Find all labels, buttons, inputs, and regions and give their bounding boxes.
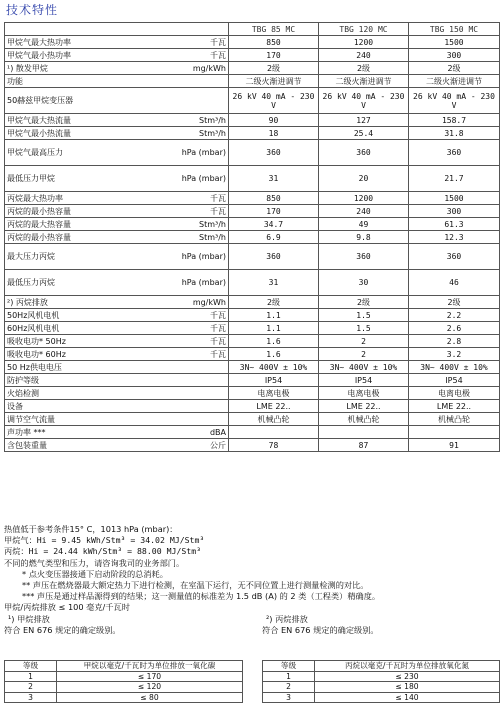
- row-label: 丙烷的最大热容量: [5, 218, 143, 231]
- table-row: [5, 439, 500, 452]
- table-row: [5, 75, 500, 88]
- row-value: IP54: [229, 374, 319, 387]
- propane-value: ≤ 140: [315, 692, 500, 703]
- model-header: TBG 120 MC: [319, 23, 409, 36]
- row-value: 170: [229, 205, 319, 218]
- row-value: 3N~ 400V ± 10%: [229, 361, 319, 374]
- row-value: 2级: [409, 62, 500, 75]
- row-unit: 千瓦: [143, 335, 229, 348]
- row-value: IP54: [319, 374, 409, 387]
- row-value: LME 22..: [409, 400, 500, 413]
- row-value: 1.5: [319, 322, 409, 335]
- row-value: 87: [319, 439, 409, 452]
- table-row: [5, 322, 500, 335]
- table-row: [5, 348, 500, 361]
- row-value: 2.6: [409, 322, 500, 335]
- row-value: 90: [229, 114, 319, 127]
- note-line: 丙烷：Hi = 24.44 kWh/Stm³ = 88.00 MJ/Stm³: [4, 546, 202, 557]
- row-value: 2级: [409, 296, 500, 309]
- row-value: 2.8: [409, 335, 500, 348]
- propane-emission-table: [262, 660, 500, 703]
- propane-class: 3: [263, 692, 315, 703]
- table-row: [5, 682, 243, 693]
- row-label: ¹) 散发甲烷: [5, 62, 143, 75]
- row-label: 吸收电功* 60Hz: [5, 348, 143, 361]
- row-value: LME 22..: [319, 400, 409, 413]
- emission-range-note: 甲烷/丙烷排放 ≤ 100 毫克/千瓦时: [4, 602, 130, 613]
- model-header: TBG 150 MC: [409, 23, 500, 36]
- row-value: 34.7: [229, 218, 319, 231]
- table-row: [5, 218, 500, 231]
- row-label: 最大压力丙烷: [5, 244, 143, 270]
- row-label: 甲烷气最小热功率: [5, 49, 143, 62]
- row-label: 最低压力甲烷: [5, 166, 143, 192]
- row-value: 18: [229, 127, 319, 140]
- row-value: 机械凸轮: [229, 413, 319, 426]
- row-value: [409, 426, 500, 439]
- row-value: 1500: [409, 36, 500, 49]
- row-label: 防护等级: [5, 374, 143, 387]
- row-value: 21.7: [409, 166, 500, 192]
- row-unit: Stm³/h: [143, 114, 229, 127]
- row-label: 甲烷气最大热功率: [5, 36, 143, 49]
- row-unit: [143, 75, 229, 88]
- row-value: 1500: [409, 192, 500, 205]
- methane-value: ≤ 170: [57, 671, 243, 682]
- methane-class: 2: [5, 682, 57, 693]
- table-row: [5, 400, 500, 413]
- table-row: [263, 682, 500, 693]
- row-value: 12.3: [409, 231, 500, 244]
- row-label: 50 Hz供电电压: [5, 361, 143, 374]
- propane-class: 2: [263, 682, 315, 693]
- row-value: [319, 426, 409, 439]
- row-unit: 千瓦: [143, 348, 229, 361]
- table-row: [5, 205, 500, 218]
- table-row: [5, 166, 500, 192]
- table-row: [5, 140, 500, 166]
- row-value: 49: [319, 218, 409, 231]
- row-unit: Stm³/h: [143, 218, 229, 231]
- methane-class: 1: [5, 671, 57, 682]
- propane-class: 1: [263, 671, 315, 682]
- methane-value: ≤ 80: [57, 692, 243, 703]
- row-label: 甲烷气最小热流量: [5, 127, 143, 140]
- row-value: 46: [409, 270, 500, 296]
- table-row: [5, 88, 500, 114]
- row-value: 2.2: [409, 309, 500, 322]
- row-unit: 千瓦: [143, 192, 229, 205]
- row-value: 850: [229, 36, 319, 49]
- row-value: 127: [319, 114, 409, 127]
- table-row: [5, 361, 500, 374]
- table-row: [5, 426, 500, 439]
- row-unit: [143, 400, 229, 413]
- row-label: 功能: [5, 75, 143, 88]
- table-row: [5, 270, 500, 296]
- row-value: 20: [319, 166, 409, 192]
- row-value: 240: [319, 205, 409, 218]
- row-value: 240: [319, 49, 409, 62]
- methane-emission-heading: ¹) 甲烷排放: [8, 614, 50, 624]
- row-value: 30: [319, 270, 409, 296]
- row-unit: 千瓦: [143, 309, 229, 322]
- row-value: 31: [229, 166, 319, 192]
- row-label: 吸收电功* 50Hz: [5, 335, 143, 348]
- model-header: TBG 85 MC: [229, 23, 319, 36]
- row-label: 含包装重量: [5, 439, 143, 452]
- methane-value: ≤ 120: [57, 682, 243, 693]
- row-value: 9.8: [319, 231, 409, 244]
- header-blank-cell: [5, 23, 229, 36]
- row-value: 电离电极: [319, 387, 409, 400]
- row-label: 最低压力丙烷: [5, 270, 143, 296]
- propane-col-class: 等级: [263, 661, 315, 672]
- propane-value: ≤ 230: [315, 671, 500, 682]
- methane-emission-table: [4, 660, 243, 703]
- row-value: 78: [229, 439, 319, 452]
- row-unit: mg/kWh: [143, 296, 229, 309]
- row-value: 300: [409, 205, 500, 218]
- table-header-row: [5, 23, 500, 36]
- methane-col-value: 甲烷以毫克/千瓦时为单位排放一氧化碳: [57, 661, 243, 672]
- propane-col-value: 丙烷以毫克/千瓦时为单位排放氧化氮: [315, 661, 500, 672]
- row-unit: 千瓦: [143, 322, 229, 335]
- note-line: 不同的燃气类型和压力，请咨询我司的业务部门。: [4, 557, 185, 568]
- row-unit: [143, 361, 229, 374]
- table-row: [5, 49, 500, 62]
- row-unit: [143, 387, 229, 400]
- row-value: 61.3: [409, 218, 500, 231]
- row-unit: dBA: [143, 426, 229, 439]
- table-row: [5, 127, 500, 140]
- notes-block: [4, 524, 500, 614]
- row-unit: Stm³/h: [143, 231, 229, 244]
- row-value: 26 kV 40 mA - 230 V: [229, 88, 319, 114]
- table-row: [5, 192, 500, 205]
- row-value: 6.9: [229, 231, 319, 244]
- row-value: 电离电极: [229, 387, 319, 400]
- row-label: 50赫兹甲烷变压器: [5, 88, 143, 114]
- row-unit: [143, 88, 229, 114]
- row-value: 机械凸轮: [319, 413, 409, 426]
- row-label: 甲烷气最高压力: [5, 140, 143, 166]
- row-value: 850: [229, 192, 319, 205]
- table-row: [5, 309, 500, 322]
- page-title: 技术特性: [6, 3, 59, 17]
- row-unit: hPa (mbar): [143, 166, 229, 192]
- row-unit: [143, 374, 229, 387]
- row-unit: 公斤: [143, 439, 229, 452]
- row-label: 60Hz风机电机: [5, 322, 143, 335]
- row-value: 2级: [229, 62, 319, 75]
- row-unit: mg/kWh: [143, 62, 229, 75]
- table-row: [5, 413, 500, 426]
- table-row: [5, 36, 500, 49]
- row-label: 丙烷的最小热容量: [5, 231, 143, 244]
- row-value: 二级火渐进调节: [319, 75, 409, 88]
- row-value: 3N~ 400V ± 10%: [319, 361, 409, 374]
- propane-emission-heading: ²) 丙烷排放: [266, 614, 308, 624]
- row-label: 50Hz风机电机: [5, 309, 143, 322]
- table-row: [5, 387, 500, 400]
- row-unit: hPa (mbar): [143, 270, 229, 296]
- row-value: 360: [229, 244, 319, 270]
- row-value: 1200: [319, 36, 409, 49]
- row-value: 360: [409, 244, 500, 270]
- note-line: 热值低于参考条件15° C，1013 hPa (mbar)：: [4, 524, 178, 534]
- row-value: 26 kV 40 mA - 230 V: [319, 88, 409, 114]
- table-row: [5, 335, 500, 348]
- table-row: [263, 671, 500, 682]
- row-value: 2级: [319, 62, 409, 75]
- row-value: 1.6: [229, 335, 319, 348]
- table-row: [5, 231, 500, 244]
- row-label: 丙烷最大热功率: [5, 192, 143, 205]
- table-row: [5, 296, 500, 309]
- row-value: LME 22..: [229, 400, 319, 413]
- row-unit: hPa (mbar): [143, 140, 229, 166]
- row-value: 3N~ 400V ± 10%: [409, 361, 500, 374]
- row-value: 26 kV 40 mA - 230 V: [409, 88, 500, 114]
- row-value: 1.1: [229, 322, 319, 335]
- row-value: 300: [409, 49, 500, 62]
- methane-emission-ref: 符合 EN 676 规定的确定级别。: [4, 625, 121, 635]
- table-row: [5, 692, 243, 703]
- row-value: 2: [319, 335, 409, 348]
- row-value: 1.1: [229, 309, 319, 322]
- methane-col-class: 等级: [5, 661, 57, 672]
- row-value: 2级: [229, 296, 319, 309]
- table-row: [5, 244, 500, 270]
- row-label: 设备: [5, 400, 143, 413]
- row-value: 3.2: [409, 348, 500, 361]
- table-row: [5, 671, 243, 682]
- row-value: 360: [409, 140, 500, 166]
- row-value: 1.6: [229, 348, 319, 361]
- footnote-star1: * 点火变压器接通下启动阶段的总消耗。: [22, 568, 168, 579]
- row-value: 170: [229, 49, 319, 62]
- table-row: [5, 114, 500, 127]
- row-label: ²) 丙烷排放: [5, 296, 143, 309]
- row-value: 1.5: [319, 309, 409, 322]
- propane-emission-ref: 符合 EN 676 规定的确定级别。: [262, 625, 379, 635]
- table-row: [5, 62, 500, 75]
- row-label: 丙烷的最小热容量: [5, 205, 143, 218]
- row-label: 声功率 ***: [5, 426, 143, 439]
- row-unit: Stm³/h: [143, 127, 229, 140]
- row-value: 91: [409, 439, 500, 452]
- row-unit: 千瓦: [143, 36, 229, 49]
- row-value: 机械凸轮: [409, 413, 500, 426]
- row-value: 31.8: [409, 127, 500, 140]
- propane-value: ≤ 180: [315, 682, 500, 693]
- row-value: 二级火渐进调节: [409, 75, 500, 88]
- row-label: 调节空气流量: [5, 413, 143, 426]
- row-unit: 千瓦: [143, 49, 229, 62]
- row-value: 1200: [319, 192, 409, 205]
- row-value: [229, 426, 319, 439]
- row-value: 25.4: [319, 127, 409, 140]
- methane-class: 3: [5, 692, 57, 703]
- row-value: 360: [319, 244, 409, 270]
- row-label: 甲烷气最大热流量: [5, 114, 143, 127]
- note-line: 甲烷气：Hi = 9.45 kWh/Stm³ = 34.02 MJ/Stm³: [4, 535, 205, 546]
- row-unit: hPa (mbar): [143, 244, 229, 270]
- spec-table: [4, 22, 500, 452]
- row-unit: [143, 413, 229, 426]
- propane-emission-heading-block: [262, 614, 379, 636]
- row-label: 火焰检测: [5, 387, 143, 400]
- methane-emission-heading-block: [4, 614, 121, 636]
- footnote-star3: *** 声压是通过样品源得到的结果；这一测量值的标准差为 1.5 dB (A) 的 2 类（工程类）精确度。: [22, 591, 381, 602]
- row-value: 158.7: [409, 114, 500, 127]
- row-value: 电离电极: [409, 387, 500, 400]
- row-value: 2: [319, 348, 409, 361]
- row-value: 二级火渐进调节: [229, 75, 319, 88]
- row-value: 2级: [319, 296, 409, 309]
- row-value: 31: [229, 270, 319, 296]
- row-value: IP54: [409, 374, 500, 387]
- row-unit: 千瓦: [143, 205, 229, 218]
- row-value: 360: [319, 140, 409, 166]
- table-row: [5, 374, 500, 387]
- footnote-star2: ** 声压在燃烧器最大额定热力下进行检测，在室温下运行，无不同位置上进行测量检测的对比。: [22, 580, 369, 591]
- row-value: 360: [229, 140, 319, 166]
- table-row: [263, 692, 500, 703]
